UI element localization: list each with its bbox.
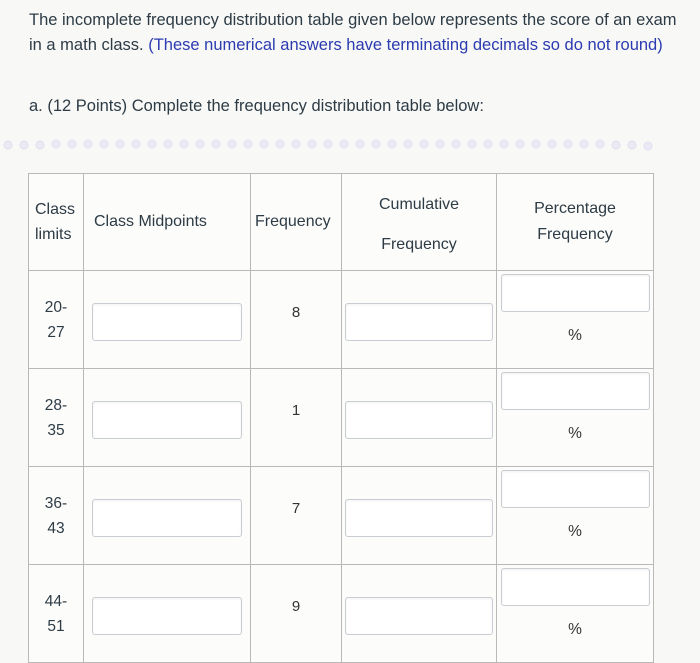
cumulative-input[interactable]: [345, 499, 493, 537]
percentage-cell: [497, 271, 654, 369]
percentage-cell: [497, 467, 654, 565]
question-text: [29, 8, 679, 58]
percent-sign: %: [568, 621, 582, 638]
percent-sign: %: [568, 425, 582, 442]
question-text-plain: The incomplete frequency distribution table given below represents the score of an exam in a math class.: [29, 11, 677, 54]
frequency-distribution-table: [28, 173, 654, 663]
header-percentage-frequency: [497, 174, 654, 271]
class-limits-cell: [29, 271, 84, 369]
percentage-input[interactable]: [501, 274, 650, 312]
frequency-value: 9: [251, 565, 342, 663]
table-row: [29, 271, 654, 369]
header-cumulative-frequency: [342, 174, 497, 271]
cumulative-input[interactable]: [345, 597, 493, 635]
limit-high: 43: [47, 519, 65, 537]
cumulative-cell: [342, 565, 497, 663]
cumulative-cell: [342, 369, 497, 467]
limit-high: 51: [47, 617, 65, 635]
limit-high: 35: [47, 421, 65, 439]
cumulative-cell: [342, 271, 497, 369]
percent-sign: %: [568, 327, 582, 344]
header-class-midpoints: Class Midpoints: [84, 174, 251, 271]
header-class-line2: limits: [35, 226, 72, 243]
rounding-note: (These numerical answers have terminating decimals so do not round): [148, 36, 663, 54]
limit-low: 44-: [44, 592, 68, 610]
table-row: [29, 467, 654, 565]
class-limits-cell: [29, 369, 84, 467]
percentage-cell: [497, 369, 654, 467]
limit-low: 28-: [44, 396, 68, 414]
percentage-input[interactable]: [501, 372, 650, 410]
cumulative-input[interactable]: [345, 303, 493, 341]
percentage-cell: [497, 565, 654, 663]
cumulative-input[interactable]: [345, 401, 493, 439]
header-cumulative-line1: Cumulative: [378, 196, 460, 213]
frequency-value: 8: [251, 271, 342, 369]
header-frequency: Frequency: [251, 174, 342, 271]
class-limits-cell: [29, 467, 84, 565]
midpoint-cell: [84, 271, 251, 369]
frequency-value: 7: [251, 467, 342, 565]
limit-low: 20-: [44, 298, 68, 316]
decorative-dot-strip: [0, 132, 700, 158]
midpoint-input[interactable]: [92, 499, 242, 537]
percent-sign: %: [568, 523, 582, 540]
percentage-input[interactable]: [501, 568, 650, 606]
midpoint-cell: [84, 467, 251, 565]
limit-low: 36-: [44, 494, 68, 512]
midpoint-input[interactable]: [92, 401, 242, 439]
part-a-instruction: a. (12 Points) Complete the frequency distribution table below:: [29, 97, 484, 115]
midpoint-input[interactable]: [92, 597, 242, 635]
class-limits-cell: [29, 565, 84, 663]
table-header-row: [29, 174, 654, 271]
header-percentage-line2: Frequency: [537, 226, 613, 243]
cumulative-cell: [342, 467, 497, 565]
header-cumulative-line2: Frequency: [381, 236, 457, 253]
midpoint-cell: [84, 565, 251, 663]
header-percentage-line1: Percentage: [534, 200, 616, 217]
limit-high: 27: [47, 323, 65, 341]
frequency-value: 1: [251, 369, 342, 467]
midpoint-cell: [84, 369, 251, 467]
midpoint-input[interactable]: [92, 303, 242, 341]
table-row: [29, 369, 654, 467]
header-class-line1: Class: [35, 201, 76, 218]
table-row: [29, 565, 654, 663]
percentage-input[interactable]: [501, 470, 650, 508]
header-class-limits: [29, 174, 84, 271]
